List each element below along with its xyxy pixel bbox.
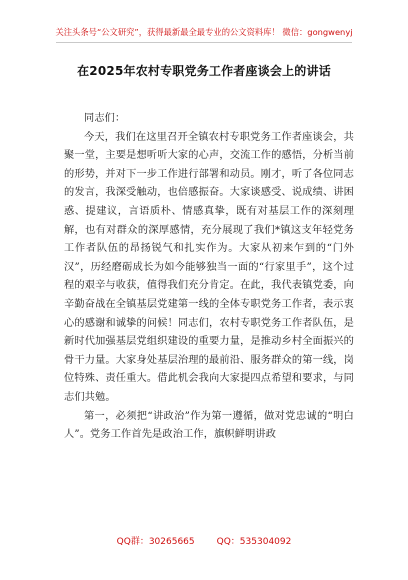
body-paragraph-2: 第一，必须把“讲政治”作为第一遵循，做对党忠诚的“明白人”。党务工作首先是政治工作，旗帜鲜明讲政 bbox=[64, 410, 354, 441]
body-paragraph-1: 今天，我们在这里召开全镇农村专职党务工作者座谈会，共聚一堂，主要是想听听大家的心声，交流工作的感悟，分析当前的形势，并对下一步工作进行部署和动员。刚才，听了各位同志的发言，我深受触动，也倍感振奋。大家谈感受、说成绩、讲困惑、提建议，言语质朴、情感真挚，既有对基层工作的深刻理解，也有对群众的深厚感情，充分展现了我们*镇这支年轻党务工作者队伍的昂扬锐气和扎实作为。大家从初来乍到的“门外汉”，历经磨砺成长为如今能够独当一面的“行家里手”，这个过程的艰辛与收获，值得我们充分肯定。在此，我代表镇党委，向辛勤奋战在全镇基层党建第一线的全体专职党务工作者，表示衷心的感谢和诚挚的问候！同志们，农村专职党务工作者队伍，是新时代加强基层党组织建设的重要力量，是推动乡村全面振兴的骨干力量。大家身处基层治理的最前沿、服务群众的第一线，岗位特殊、责任重大。借此机会我向大家提四点希望和要求，与同志们共勉。 bbox=[64, 131, 354, 403]
footer-qq-contact: QQ：535304092 bbox=[216, 537, 292, 547]
document-body bbox=[64, 110, 354, 445]
salutation: 同志们： bbox=[84, 113, 126, 124]
footer-contact bbox=[0, 534, 408, 547]
document-title: 在2025年农村专职党务工作者座谈会上的讲话 bbox=[77, 64, 331, 78]
header-divider bbox=[56, 42, 352, 43]
footer-qq-group: QQ群：30265665 bbox=[116, 537, 195, 547]
header-promo-note: 关注头条号“公文研究”，获得最新最全最专业的公文资料库！ 微信：gongwenyj bbox=[55, 27, 353, 37]
